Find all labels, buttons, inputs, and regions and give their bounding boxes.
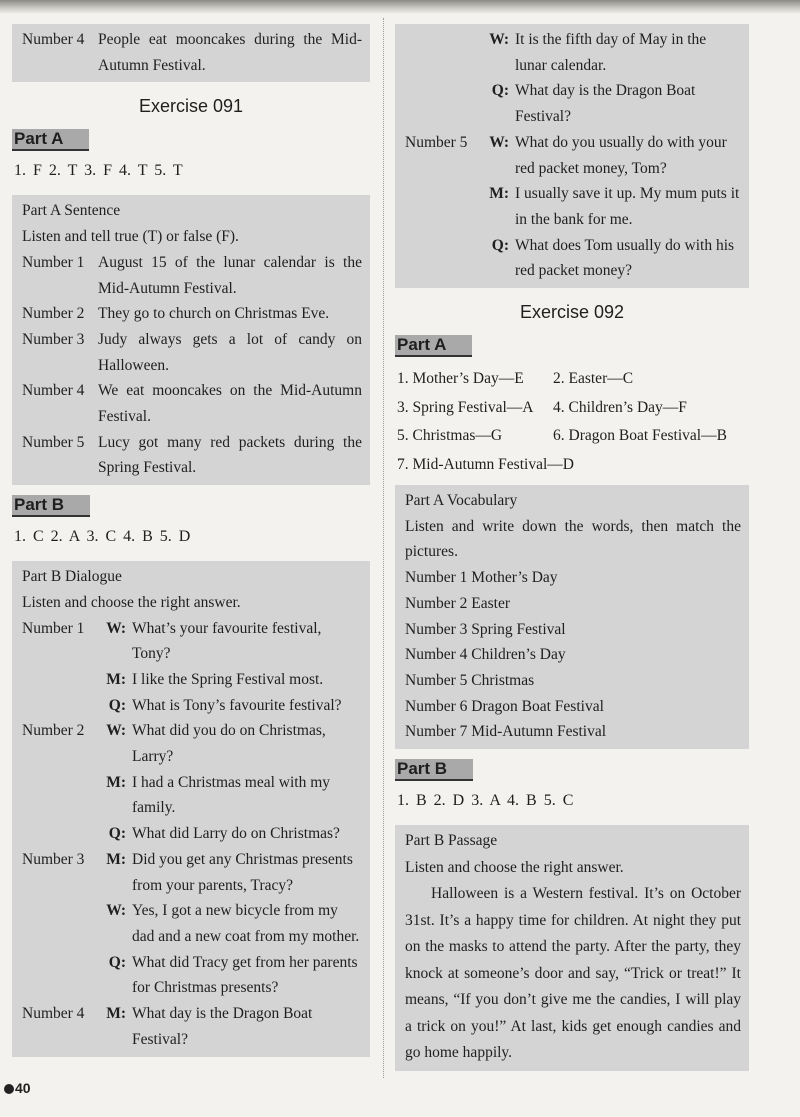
dialogue-number: Number 2 [22,722,85,740]
dialogue-number: Number 3 [22,850,85,868]
dialogue-line [22,667,362,693]
line-text: What’s your favourite festival, Tony? [132,619,322,663]
dialogue-line [405,130,741,181]
speaker: Q: [491,236,509,254]
entry-text: We eat mooncakes on the Mid-Autumn Festival. [98,382,362,426]
entry-text: Judy always gets a lot of candy on Halloween. [98,330,362,374]
sentence-entry [22,250,362,301]
line-text: I like the Spring Festival most. [132,670,324,688]
sentence-entry [22,301,362,327]
dialogue-line [22,770,362,821]
dialogue-line [405,27,741,78]
vocabulary-item: Number 5 Christmas [405,671,535,689]
sentence-entry [22,430,362,481]
part-b-label: Part B [12,495,90,517]
vocabulary-box [395,485,749,749]
exercise-091-title: Exercise 091 [138,96,244,117]
dialogue-line [405,233,741,284]
entry-number: Number 4 [22,382,85,400]
part-a-label: Part A [12,129,89,151]
dialogue-line [22,898,362,949]
dialogue-line [22,718,362,769]
dialogue-line [22,847,362,898]
page-marker-icon [4,1084,14,1094]
dialogue-line [22,1001,362,1052]
dialogue-line [22,616,362,667]
vocabulary-item: Number 1 Mother’s Day [405,569,558,587]
line-text: What day is the Dragon Boat Festival? [515,82,696,126]
sentence-instruction: Listen and tell true (T) or false (F). [22,228,239,246]
answer-item: 6. Dragon Boat Festival—B [553,427,727,445]
line-text: What is Tony’s favourite festival? [132,696,342,714]
vocabulary-item: Number 2 Easter [405,594,511,612]
dialogue-number: Number 5 [405,133,468,151]
passage-box [395,825,749,1071]
vocabulary-item: Number 7 Mid-Autumn Festival [405,723,607,741]
answer-item: 4. Children’s Day—F [553,398,687,416]
dialogue-box [12,561,370,1056]
speaker: W: [489,133,509,151]
answer-item: 7. Mid-Autumn Festival—D [397,455,574,473]
entry-number: Number 3 [22,330,85,348]
sentence-entry [22,27,362,78]
answer-item: 3. Spring Festival—A [397,398,534,416]
dialogue-instruction: Listen and choose the right answer. [22,593,241,611]
line-text: Did you get any Christmas presents from your parents, Tracy? [132,850,353,894]
vocabulary-heading: Part A Vocabulary [405,492,518,510]
page-number [4,1080,31,1096]
vocabulary-item: Number 3 Spring Festival [405,620,566,638]
speaker: Q: [108,825,126,843]
part-b-answers: 1. C 2. A 3. C 4. B 5. D [14,528,191,546]
passage-instruction: Listen and choose the right answer. [405,858,624,876]
line-text: What did Tracy get from her parents for Christmas presents? [132,953,358,997]
speaker: M: [489,185,509,203]
dialogue-line [22,950,362,1001]
page-number-text: 40 [15,1080,31,1096]
dialogue-line [405,78,741,129]
line-text: What did you do on Christmas, Larry? [132,722,326,766]
entry-text: They go to church on Christmas Eve. [98,305,330,323]
column-divider [383,18,384,1078]
sentence-box [12,195,370,485]
part-b-label: Part B [395,759,473,781]
entry-number: Number 5 [22,433,85,451]
line-text: I usually save it up. My mum puts it in the bank for me. [515,185,740,228]
vocabulary-item: Number 6 Dragon Boat Festival [405,697,604,715]
speaker: M: [106,773,126,791]
page-top-edge [0,0,800,14]
part-a-label: Part A [395,335,472,357]
dialogue-number: Number 1 [22,619,85,637]
part-a-answers: 1. F 2. T 3. F 4. T 5. T [14,162,183,180]
speaker: W: [106,722,126,740]
continued-dialogue-box [395,24,749,288]
continued-sentence-box [12,24,370,82]
entry-number: Number 2 [22,305,85,323]
passage-text: Halloween is a Western festival. It’s on October 31st. It’s a happy time for children. At night they put on the masks to attend the party. After the party, they knock at someone’s door and say, “Trick or treat!” It means, “If you don’t give me the candies, I will play a trick on you!” At last, kids get enough candies and go home happily. [405,885,741,1062]
speaker: M: [106,670,126,688]
entry-text: August 15 of the lunar calendar is the Mid-Autumn Festival. [98,253,362,297]
line-text: It is the fifth day of May in the lunar calendar. [515,31,707,74]
line-text: What day is the Dragon Boat Festival? [132,1005,313,1048]
speaker: Q: [108,696,126,714]
sentence-entry [22,327,362,378]
line-text: What do you usually do with your red packet money, Tom? [515,133,727,177]
answer-item: 1. Mother’s Day—E [397,370,524,388]
answer-item: 5. Christmas—G [397,427,503,445]
speaker: W: [489,31,509,48]
right-column [395,24,749,1081]
passage-heading: Part B Passage [405,832,498,850]
part-b-answers: 1. B 2. D 3. A 4. B 5. C [397,792,574,810]
speaker: W: [106,619,126,637]
exercise-092-title: Exercise 092 [519,302,625,323]
vocabulary-instruction: Listen and write down the words, then match the pictures. [405,517,741,561]
left-column [12,24,370,1067]
dialogue-line [22,693,362,719]
speaker: M: [106,1005,126,1023]
dialogue-line [405,181,741,232]
speaker: Q: [491,82,509,100]
line-text: Yes, I got a new bicycle from my dad and a new coat from my mother. [132,902,360,945]
speaker: M: [106,850,126,868]
speaker: W: [106,902,126,920]
sentence-entry [22,378,362,429]
speaker: Q: [108,953,126,971]
dialogue-heading: Part B Dialogue [22,568,122,586]
part-a-answer-grid [397,365,749,479]
sentence-heading: Part A Sentence [22,202,121,220]
vocabulary-item: Number 4 Children’s Day [405,646,566,664]
entry-number: Number 1 [22,253,85,271]
entry-number: Number 4 [22,31,85,48]
line-text: I had a Christmas meal with my family. [132,773,331,817]
dialogue-line [22,821,362,847]
dialogue-number: Number 4 [22,1005,85,1023]
answer-item: 2. Easter—C [553,370,634,388]
line-text: What does Tom usually do with his red packet money? [515,236,735,280]
entry-text: Lucy got many red packets during the Spring Festival. [98,433,362,477]
entry-text: People eat mooncakes during the Mid-Autumn Festival. [98,31,362,74]
line-text: What did Larry do on Christmas? [132,825,340,843]
